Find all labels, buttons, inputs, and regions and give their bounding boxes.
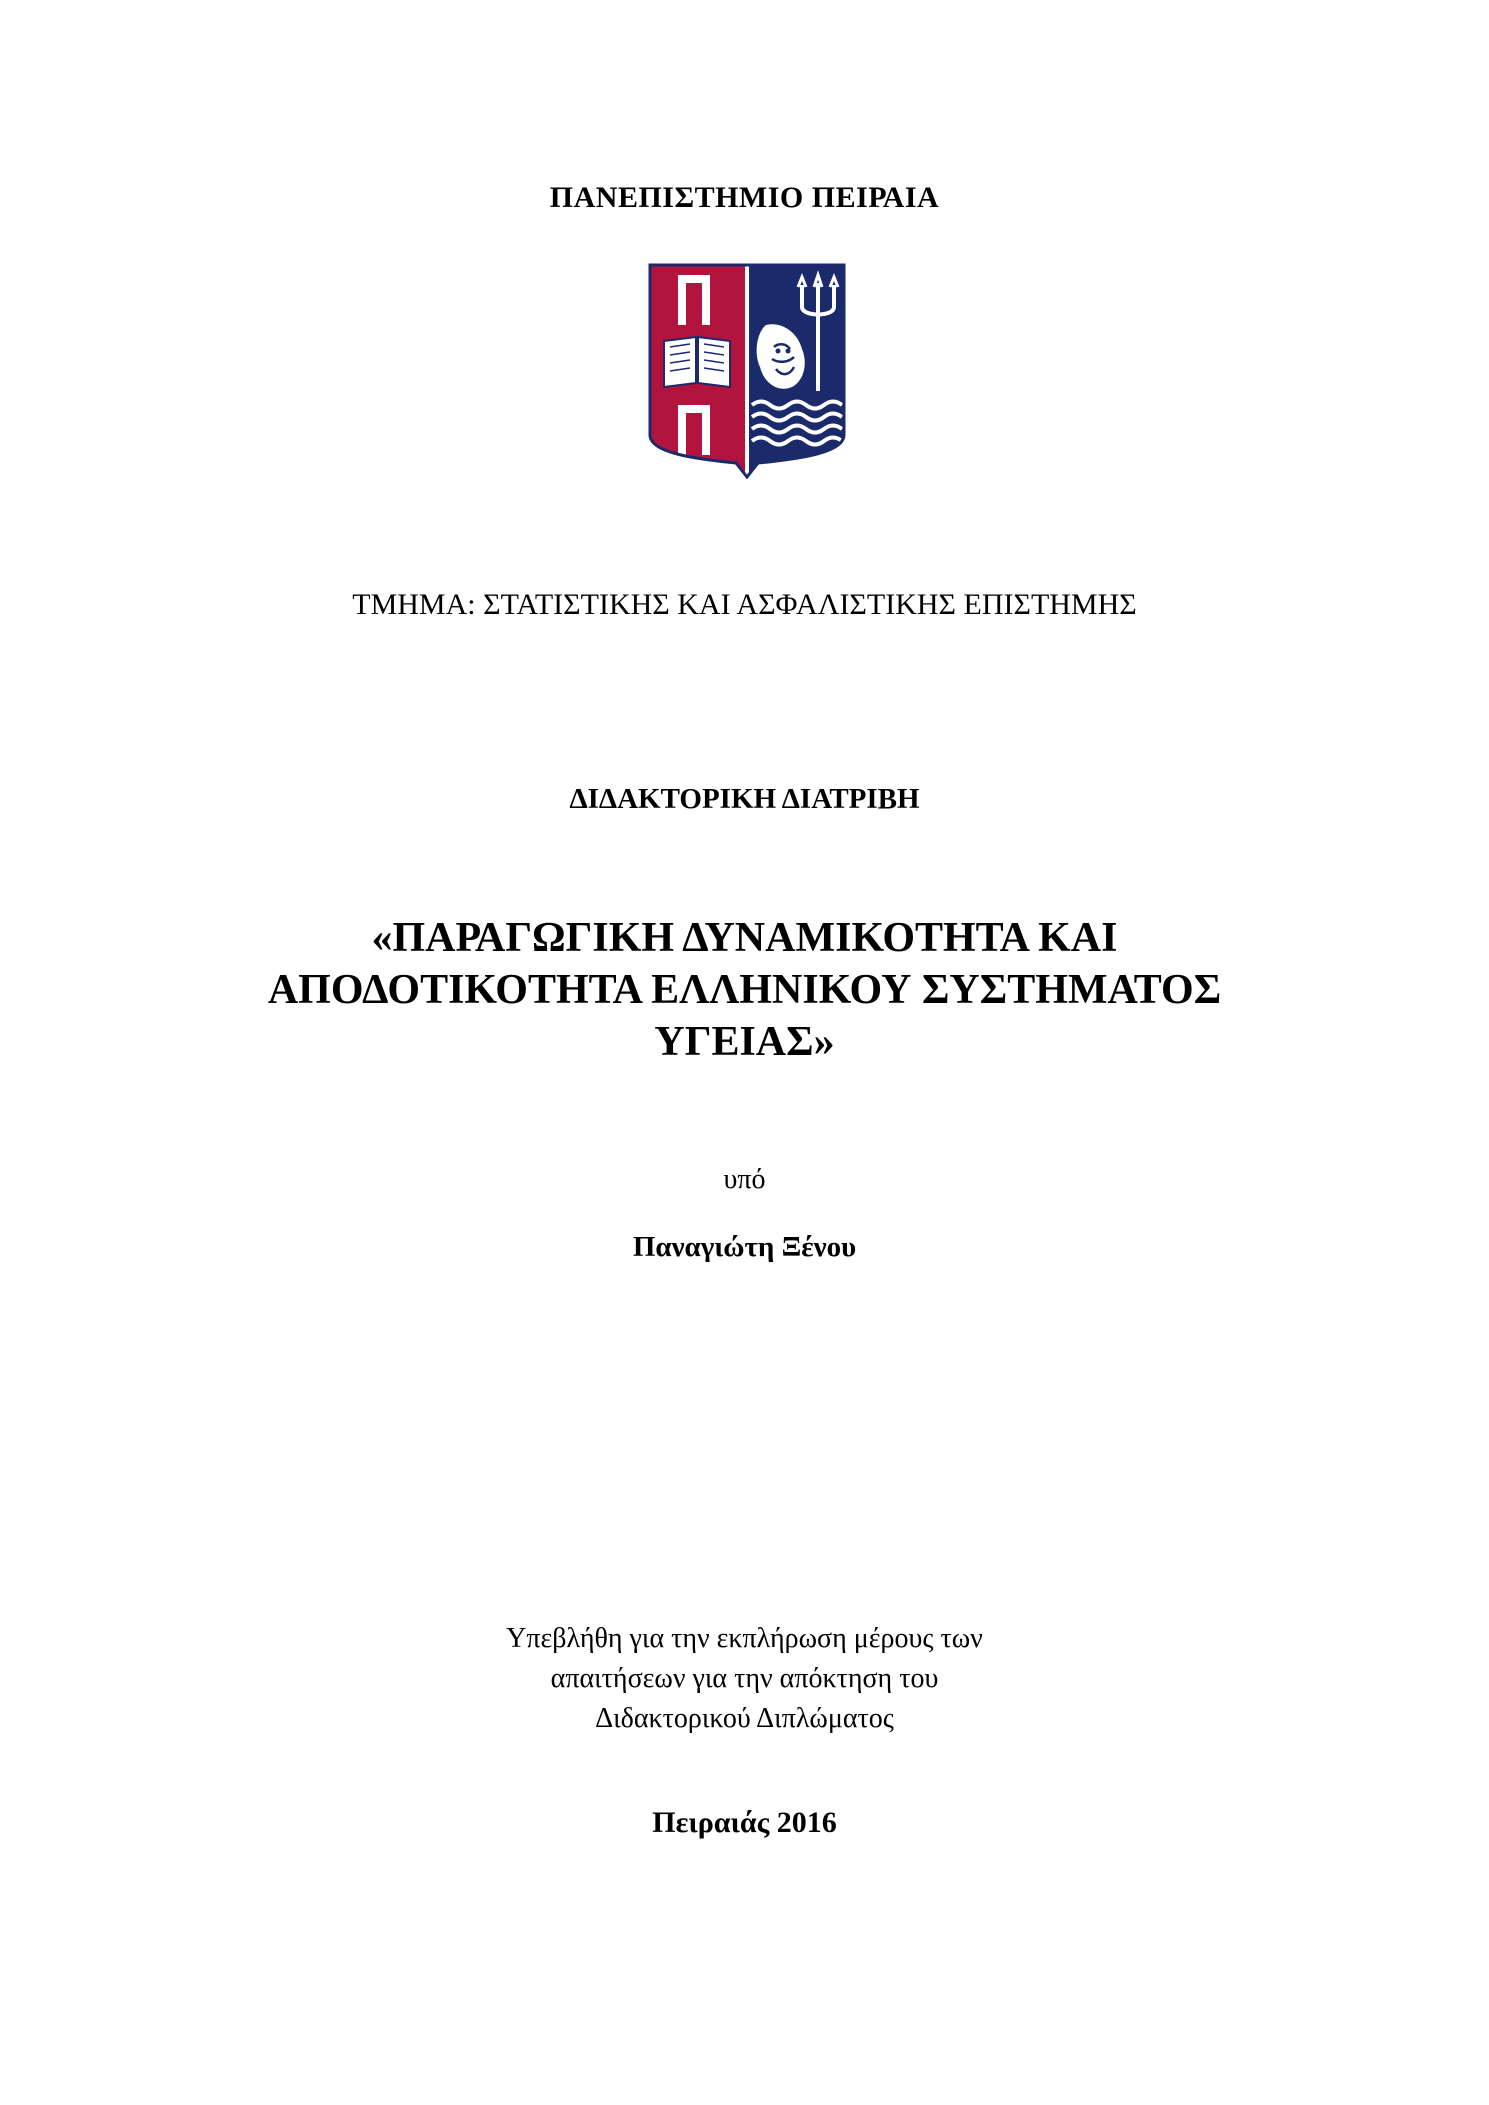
thesis-title-line: ΥΓΕΙΑΣ» — [654, 1019, 835, 1065]
department-name: ΤΜΗΜΑ: ΣΤΑΤΙΣΤΙΚΗΣ ΚΑΙ ΑΣΦΑΛΙΣΤΙΚΗΣ ΕΠΙΣΤΗΜΗΣ — [352, 588, 1137, 621]
submission-statement — [0, 1619, 1489, 1739]
submission-line: Διδακτορικού Διπλώματος — [595, 1703, 894, 1734]
university-name: ΠΑΝΕΠΙΣΤΗΜΙΟ ΠΕΙΡΑΙΑ — [549, 181, 940, 214]
thesis-title-line: «ΠΑΡΑΓΩΓΙΚΗ ΔΥΝΑΜΙΚΟΤΗΤΑ ΚΑΙ — [371, 915, 1118, 961]
author-name: Παναγιώτη Ξένου — [632, 1231, 857, 1263]
submission-line: απαιτήσεων για την απόκτηση του — [550, 1663, 939, 1694]
by-label: υπό — [723, 1164, 766, 1195]
place-and-year: Πειραιάς 2016 — [652, 1806, 837, 1839]
submission-line: Υπεβλήθη για την εκπλήρωση μέρους των — [506, 1623, 983, 1654]
document-type: ΔΙΔΑΚΤΟΡΙΚΗ ΔΙΑΤΡΙΒΗ — [569, 783, 920, 815]
thesis-title-line: ΑΠΟΔΟΤΙΚΟΤΗΤΑ ΕΛΛΗΝΙΚΟΥ ΣΥΣΤΗΜΑΤΟΣ — [267, 967, 1222, 1013]
university-crest-icon — [648, 263, 846, 479]
thesis-title — [0, 912, 1489, 1068]
